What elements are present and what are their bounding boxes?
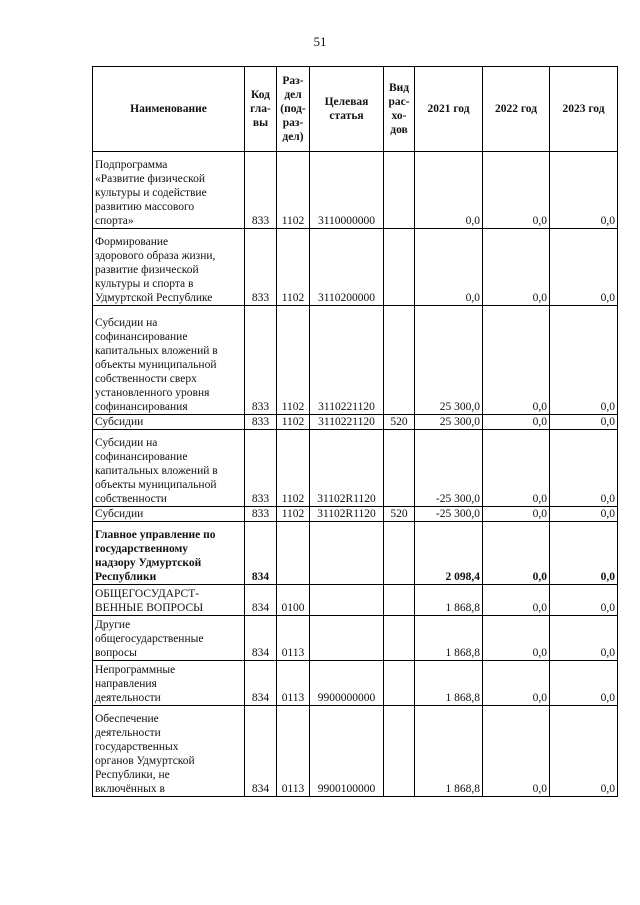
cell-target <box>310 616 384 661</box>
cell-2023: 0,0 <box>550 306 618 415</box>
cell-chapter: 833 <box>245 507 277 522</box>
table-row <box>93 306 618 415</box>
cell-section: 0113 <box>277 616 310 661</box>
table-row <box>93 522 618 585</box>
cell-2023: 0,0 <box>550 706 618 797</box>
cell-section: 1102 <box>277 229 310 306</box>
cell-2023: 0,0 <box>550 430 618 507</box>
cell-section: 1102 <box>277 415 310 430</box>
cell-expense <box>384 585 415 616</box>
cell-2022: 0,0 <box>483 229 550 306</box>
cell-2021: 0,0 <box>415 229 483 306</box>
cell-2022: 0,0 <box>483 522 550 585</box>
cell-2023: 0,0 <box>550 415 618 430</box>
cell-2022: 0,0 <box>483 507 550 522</box>
cell-section: 0113 <box>277 706 310 797</box>
cell-name: Субсидии <box>93 507 245 522</box>
header-2021: 2021 год <box>415 67 483 152</box>
cell-name: Обеспечение деятельности государственных органов Удмуртской Республики, не включённых в <box>93 706 245 797</box>
cell-target: 9900000000 <box>310 661 384 706</box>
cell-2021: 2 098,4 <box>415 522 483 585</box>
cell-expense <box>384 229 415 306</box>
cell-name: Формирование здорового образа жизни, развитие физической культуры и спорта в Удмуртской Республике <box>93 229 245 306</box>
page-number: 51 <box>313 34 327 49</box>
cell-expense <box>384 306 415 415</box>
cell-2022: 0,0 <box>483 306 550 415</box>
header-name: Наименование <box>93 67 245 152</box>
cell-name: Главное управление по государственному надзору Удмуртской Республики <box>93 522 245 585</box>
cell-chapter: 834 <box>245 616 277 661</box>
cell-target: 3110000000 <box>310 152 384 229</box>
header-expense: Вид рас- хо- дов <box>384 67 415 152</box>
header-target: Целевая статья <box>310 67 384 152</box>
cell-target: 3110221120 <box>310 306 384 415</box>
header-2022: 2022 год <box>483 67 550 152</box>
cell-2022: 0,0 <box>483 430 550 507</box>
cell-2023: 0,0 <box>550 229 618 306</box>
cell-chapter: 834 <box>245 661 277 706</box>
table-row <box>93 152 618 229</box>
cell-expense <box>384 661 415 706</box>
cell-2021: 1 868,8 <box>415 706 483 797</box>
cell-2021: 0,0 <box>415 152 483 229</box>
cell-section <box>277 522 310 585</box>
cell-2023: 0,0 <box>550 616 618 661</box>
cell-section: 1102 <box>277 507 310 522</box>
cell-2022: 0,0 <box>483 415 550 430</box>
budget-table <box>92 66 618 797</box>
header-2023: 2023 год <box>550 67 618 152</box>
cell-expense <box>384 706 415 797</box>
cell-2023: 0,0 <box>550 585 618 616</box>
cell-chapter: 833 <box>245 306 277 415</box>
cell-2021: 1 868,8 <box>415 585 483 616</box>
cell-2022: 0,0 <box>483 585 550 616</box>
cell-chapter: 834 <box>245 522 277 585</box>
cell-target: 31102R1120 <box>310 430 384 507</box>
cell-2022: 0,0 <box>483 152 550 229</box>
header-chapter: Код гла- вы <box>245 67 277 152</box>
cell-2021: -25 300,0 <box>415 507 483 522</box>
cell-2021: 1 868,8 <box>415 661 483 706</box>
header-row <box>93 67 618 152</box>
cell-2023: 0,0 <box>550 522 618 585</box>
cell-target: 31102R1120 <box>310 507 384 522</box>
cell-2023: 0,0 <box>550 152 618 229</box>
table-row <box>93 229 618 306</box>
cell-2021: 25 300,0 <box>415 415 483 430</box>
cell-expense <box>384 152 415 229</box>
cell-chapter: 834 <box>245 706 277 797</box>
cell-name: Другие общегосударственные вопросы <box>93 616 245 661</box>
cell-section: 1102 <box>277 152 310 229</box>
cell-target <box>310 585 384 616</box>
cell-section: 1102 <box>277 430 310 507</box>
cell-2022: 0,0 <box>483 661 550 706</box>
cell-name: Непрограммные направления деятельности <box>93 661 245 706</box>
table-row <box>93 706 618 797</box>
cell-target <box>310 522 384 585</box>
cell-chapter: 833 <box>245 152 277 229</box>
cell-2021: -25 300,0 <box>415 430 483 507</box>
cell-chapter: 833 <box>245 415 277 430</box>
cell-name: Субсидии на софинансирование капитальных вложений в объекты муниципальной собственности сверх установленного уровня софинансирования <box>93 306 245 415</box>
table-row <box>93 507 618 522</box>
cell-chapter: 833 <box>245 229 277 306</box>
cell-2021: 1 868,8 <box>415 616 483 661</box>
cell-chapter: 834 <box>245 585 277 616</box>
header-section: Раз- дел (под- раз- дел) <box>277 67 310 152</box>
cell-target: 9900100000 <box>310 706 384 797</box>
table-row <box>93 415 618 430</box>
cell-expense <box>384 616 415 661</box>
cell-expense: 520 <box>384 507 415 522</box>
cell-2022: 0,0 <box>483 616 550 661</box>
cell-name: Субсидии <box>93 415 245 430</box>
cell-name: Субсидии на софинансирование капитальных вложений в объекты муниципальной собственности <box>93 430 245 507</box>
cell-2021: 25 300,0 <box>415 306 483 415</box>
cell-section: 0100 <box>277 585 310 616</box>
cell-2023: 0,0 <box>550 507 618 522</box>
cell-name: ОБЩЕГОСУДАРСТ- ВЕННЫЕ ВОПРОСЫ <box>93 585 245 616</box>
cell-expense: 520 <box>384 415 415 430</box>
cell-section: 1102 <box>277 306 310 415</box>
table-body <box>93 152 618 797</box>
table-row <box>93 430 618 507</box>
cell-name: Подпрограмма «Развитие физической культуры и содействие развитию массового спорта» <box>93 152 245 229</box>
table-row <box>93 585 618 616</box>
table-row <box>93 661 618 706</box>
table-row <box>93 616 618 661</box>
cell-expense <box>384 522 415 585</box>
cell-2022: 0,0 <box>483 706 550 797</box>
cell-target: 3110200000 <box>310 229 384 306</box>
cell-section: 0113 <box>277 661 310 706</box>
cell-target: 3110221120 <box>310 415 384 430</box>
cell-chapter: 833 <box>245 430 277 507</box>
cell-expense <box>384 430 415 507</box>
cell-2023: 0,0 <box>550 661 618 706</box>
